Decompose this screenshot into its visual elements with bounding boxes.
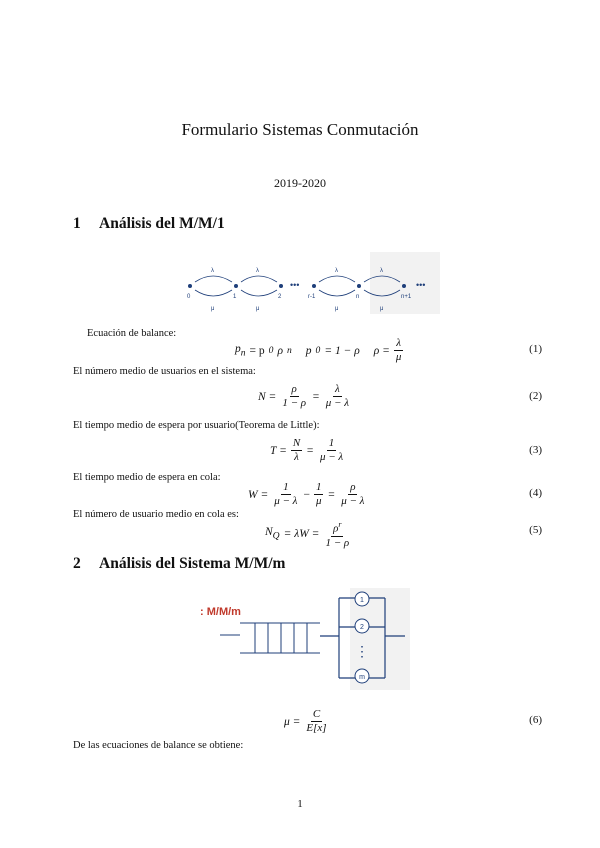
state-node: [188, 284, 192, 288]
numerator: ρ: [333, 522, 339, 535]
math: −: [303, 488, 310, 501]
math: Q: [272, 530, 280, 542]
document-title: Formulario Sistemas Conmutación: [181, 120, 419, 139]
section-2-heading: [73, 555, 285, 573]
state-node: [234, 284, 238, 288]
fraction: [314, 481, 324, 508]
equation-6: [284, 708, 329, 735]
math: =: [312, 390, 320, 403]
text-balance-result: De las ecuaciones de balance se obtiene:: [73, 740, 244, 751]
service-rate: μ: [256, 306, 260, 312]
equation-2: [258, 383, 351, 410]
numerator: λ: [335, 383, 340, 395]
denominator: 1 − ρ: [282, 397, 307, 409]
equation-5: [265, 518, 351, 550]
math: ρ: [277, 344, 283, 357]
equation-number: (4): [529, 487, 542, 499]
fraction: [280, 383, 308, 410]
math: ρ =: [373, 344, 390, 357]
math: = λW =: [283, 527, 320, 540]
denominator: μ − λ: [325, 397, 349, 409]
math: 0: [268, 345, 274, 356]
fraction: [272, 481, 299, 508]
numerator: N: [292, 437, 301, 449]
math: =: [306, 444, 314, 457]
page-number: 1: [297, 798, 303, 810]
section-title: Análisis del M/M/1: [99, 215, 225, 232]
math: p: [235, 342, 241, 355]
math: p: [305, 344, 312, 357]
math: μ =: [284, 715, 301, 728]
equation-1: [235, 337, 403, 364]
state-label: n: [356, 294, 360, 300]
section-title: Análisis del Sistema M/M/m: [99, 555, 286, 572]
text-mean-users: El número medio de usuarios en el sistema:: [73, 366, 256, 377]
fraction: [323, 518, 351, 550]
state-label: 1: [233, 294, 237, 300]
math: n: [287, 345, 292, 356]
ellipsis: •••: [290, 280, 300, 290]
denominator: 1 − ρ: [325, 536, 350, 549]
denominator: μ − λ: [341, 495, 365, 507]
denominator: E[x]: [306, 722, 327, 734]
vertical-ellipsis: ⋮: [355, 643, 369, 659]
state-node: [279, 284, 283, 288]
service-rate: μ: [380, 306, 384, 312]
fraction: [304, 708, 328, 735]
math: N =: [258, 390, 277, 403]
section-1-heading: [73, 215, 225, 233]
arrival-rate: λ: [380, 268, 383, 274]
mmm-queue-diagram: [200, 588, 410, 690]
math: W =: [248, 488, 269, 501]
numerator: 1: [328, 437, 335, 449]
math: n: [240, 347, 246, 359]
numerator: 1: [315, 481, 322, 493]
arrival-rate: λ: [335, 268, 338, 274]
balance-equation-label: Ecuación de balance:: [87, 328, 177, 339]
numerator: ρ: [291, 383, 297, 395]
system-label: : M/M/m: [200, 606, 241, 618]
state-label: 0: [187, 294, 191, 300]
text-queue-time: El tiempo medio de espera en cola:: [73, 472, 221, 483]
section-number: 1: [73, 215, 81, 232]
state-node: [312, 284, 316, 288]
equation-number: (3): [529, 444, 542, 456]
denominator: μ: [395, 351, 402, 363]
equation-number: (6): [529, 714, 542, 726]
denominator: μ − λ: [319, 451, 344, 463]
server-label: 1: [360, 597, 364, 604]
state-label: 2: [278, 294, 282, 300]
math: = p: [249, 344, 265, 357]
math: r: [338, 520, 342, 529]
math: T =: [270, 444, 287, 457]
mm1-state-diagram: [175, 252, 440, 314]
arrival-rate: λ: [256, 268, 259, 274]
server-label: 2: [360, 624, 364, 631]
state-node: [357, 284, 361, 288]
fraction: [324, 383, 351, 410]
text-waiting-time: El tiempo medio de espera por usuario(Teorema de Little):: [73, 420, 320, 431]
service-rate: μ: [211, 306, 215, 312]
queue-buffer: [240, 623, 320, 653]
numerator: ρ: [350, 481, 356, 493]
math: 0: [315, 345, 321, 356]
state-label: n+1: [401, 294, 412, 300]
equation-4: [248, 481, 366, 508]
equation-number: (2): [529, 390, 542, 402]
numerator: 1: [283, 481, 289, 493]
fraction: [291, 437, 302, 464]
fraction: [318, 437, 345, 464]
denominator: μ − λ: [274, 495, 298, 507]
math: = 1 − ρ: [324, 344, 360, 357]
document-date: 2019-2020: [274, 176, 326, 190]
section-number: 2: [73, 555, 81, 572]
equation-number: (1): [529, 343, 542, 355]
fraction: [339, 481, 366, 508]
watermark: [370, 252, 440, 314]
server-label: m: [359, 674, 365, 681]
equation-number: (5): [529, 524, 542, 536]
math: N: [265, 526, 273, 539]
fraction: [394, 337, 404, 364]
state-node: [402, 284, 406, 288]
math: =: [327, 488, 336, 501]
service-rate: μ: [335, 306, 339, 312]
equation-3: [270, 437, 345, 464]
numerator: C: [312, 708, 321, 720]
denominator: μ: [315, 495, 322, 507]
arrival-rate: λ: [211, 268, 214, 274]
ellipsis: •••: [416, 280, 426, 290]
numerator: λ: [396, 337, 402, 349]
denominator: λ: [294, 451, 299, 463]
state-label: r-1: [308, 294, 316, 300]
text-queue-users: El número de usuario medio en cola es:: [73, 509, 239, 520]
